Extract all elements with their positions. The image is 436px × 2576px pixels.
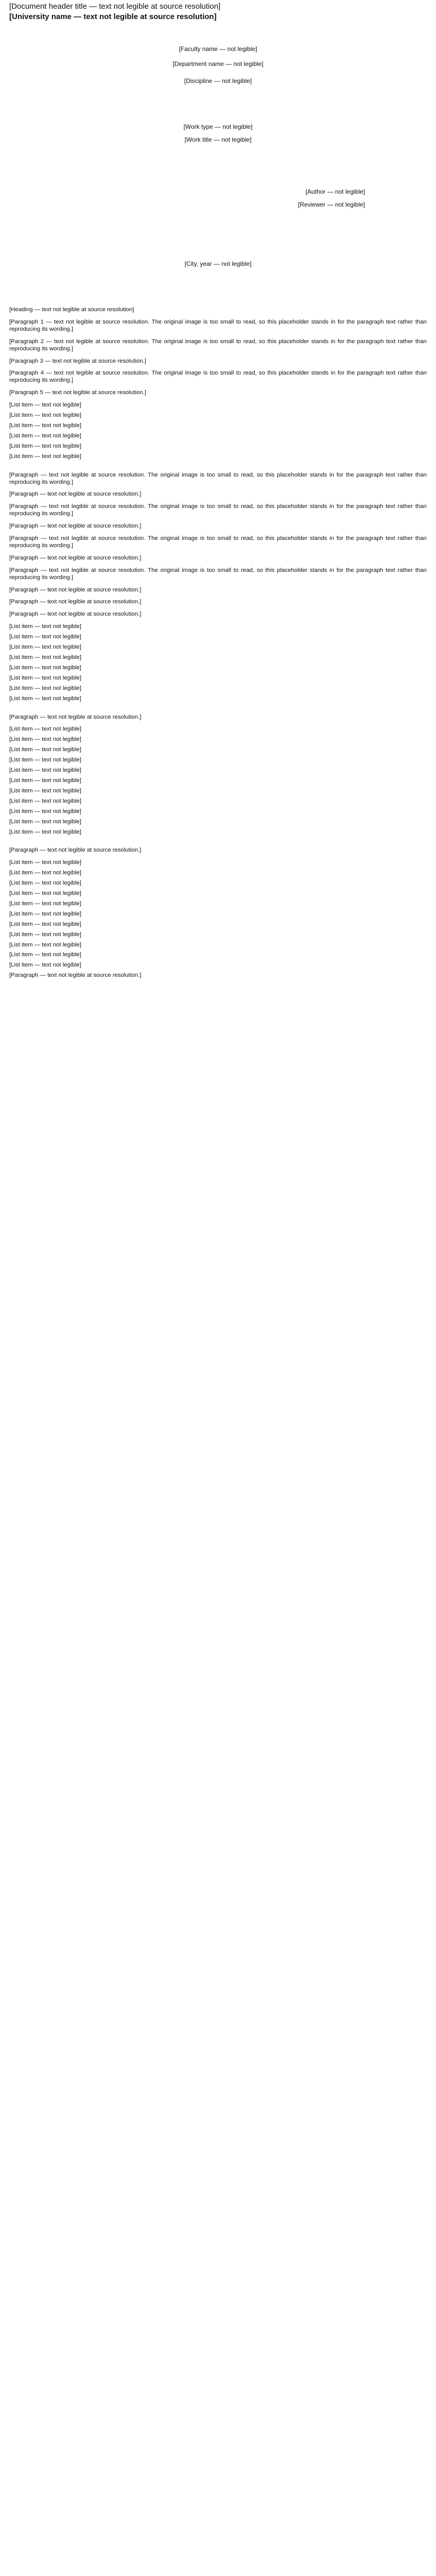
- body-paragraph: [Paragraph — text not legible at source resolution.]: [9, 491, 142, 498]
- document-body: [9, 307, 427, 979]
- body-paragraph: [Paragraph 5 — text not legible at source resolution.]: [9, 389, 146, 396]
- body-paragraph: [List item — text not legible]: [9, 757, 81, 764]
- body-paragraph: [List item — text not legible]: [9, 962, 81, 969]
- body-paragraph: [List item — text not legible]: [9, 422, 81, 429]
- body-paragraph: [List item — text not legible]: [9, 736, 81, 743]
- body-paragraph: [List item — text not legible]: [9, 818, 81, 825]
- body-paragraph: [List item — text not legible]: [9, 941, 81, 948]
- body-paragraph: [List item — text not legible]: [9, 623, 81, 630]
- body-paragraph: [List item — text not legible]: [9, 432, 81, 439]
- body-paragraph: [List item — text not legible]: [9, 767, 81, 774]
- body-paragraph: [List item — text not legible]: [9, 644, 81, 651]
- body-paragraph: [Paragraph — text not legible at source resolution.]: [9, 586, 142, 593]
- body-paragraph: [List item — text not legible]: [9, 787, 81, 794]
- body-paragraph: [Paragraph — text not legible at source resolution.]: [9, 714, 142, 720]
- body-paragraph: [List item — text not legible]: [9, 859, 81, 866]
- body-paragraph: [Paragraph — text not legible at source resolution.]: [9, 972, 142, 979]
- work-type: [Work type — not legible]: [183, 123, 253, 130]
- body-paragraph: [List item — text not legible]: [9, 890, 81, 897]
- body-paragraph: [List item — text not legible]: [9, 808, 81, 815]
- document-header-title: [Document header title — text not legible at source resolution]: [9, 2, 221, 11]
- body-paragraph: [Paragraph — text not legible at source resolution. The original image is too small to read, so this placeholder stands in for the paragraph text rather than reproducing its wording.]: [9, 503, 427, 517]
- body-paragraph: [List item — text not legible]: [9, 828, 81, 835]
- body-paragraph: [Paragraph — text not legible at source resolution.]: [9, 554, 142, 561]
- body-paragraph: [List item — text not legible]: [9, 674, 81, 681]
- body-paragraph: [List item — text not legible]: [9, 747, 81, 753]
- body-paragraph: [List item — text not legible]: [9, 634, 81, 640]
- body-paragraph: [List item — text not legible]: [9, 402, 81, 409]
- work-title: [Work title — not legible]: [184, 136, 252, 143]
- body-paragraph: [Paragraph — text not legible at source resolution.]: [9, 599, 142, 605]
- body-paragraph: [List item — text not legible]: [9, 952, 81, 958]
- body-paragraph: [List item — text not legible]: [9, 726, 81, 733]
- body-paragraph: [List item — text not legible]: [9, 654, 81, 660]
- body-paragraph: [List item — text not legible]: [9, 870, 81, 876]
- body-paragraph: [Paragraph — text not legible at source resolution. The original image is too small to read, so this placeholder stands in for the paragraph text rather than reproducing its wording.]: [9, 535, 427, 549]
- faculty-label: [Faculty name — not legible]: [179, 45, 257, 53]
- university-name: [University name — text not legible at source resolution]: [9, 12, 217, 21]
- body-paragraph: [List item — text not legible]: [9, 777, 81, 784]
- body-paragraph: [List item — text not legible]: [9, 798, 81, 804]
- body-paragraph: [List item — text not legible]: [9, 695, 81, 702]
- author-line: [Author — not legible]: [305, 188, 365, 195]
- body-paragraph: [Paragraph — text not legible at source resolution.]: [9, 611, 142, 618]
- body-paragraph: [Heading — text not legible at source resolution]: [9, 307, 134, 313]
- body-paragraph: [List item — text not legible]: [9, 880, 81, 887]
- body-paragraph: [Paragraph — text not legible at source resolution. The original image is too small to read, so this placeholder stands in for the paragraph text rather than reproducing its wording.]: [9, 567, 427, 581]
- body-paragraph: [List item — text not legible]: [9, 910, 81, 917]
- body-paragraph: [List item — text not legible]: [9, 900, 81, 907]
- body-paragraph: [List item — text not legible]: [9, 443, 81, 449]
- body-paragraph: [List item — text not legible]: [9, 664, 81, 671]
- department-label: [Department name — not legible]: [172, 60, 264, 67]
- body-paragraph: [List item — text not legible]: [9, 931, 81, 938]
- body-paragraph: [Paragraph 3 — text not legible at source resolution.]: [9, 358, 146, 364]
- reviewer-line: [Reviewer — not legible]: [298, 201, 365, 208]
- body-paragraph: [List item — text not legible]: [9, 453, 81, 460]
- body-paragraph: [Paragraph — text not legible at source resolution. The original image is too small to read, so this placeholder stands in for the paragraph text rather than reproducing its wording.]: [9, 471, 427, 485]
- body-paragraph: [Paragraph 4 — text not legible at source resolution. The original image is too small to read, so this placeholder stands in for the paragraph text rather than reproducing its wording.]: [9, 370, 427, 384]
- signature-block: [9, 188, 427, 209]
- body-paragraph: [Paragraph 2 — text not legible at source resolution. The original image is too small to read, so this placeholder stands in for the paragraph text rather than reproducing its wording.]: [9, 338, 427, 352]
- body-paragraph: [List item — text not legible]: [9, 412, 81, 419]
- body-paragraph: [Paragraph — text not legible at source resolution.]: [9, 847, 142, 854]
- body-paragraph: [Paragraph — text not legible at source resolution.]: [9, 523, 142, 530]
- body-paragraph: [Paragraph 1 — text not legible at source resolution. The original image is too small to read, so this placeholder stands in for the paragraph text rather than reproducing its wording.]: [9, 318, 427, 332]
- discipline-label: [Discipline — not legible]: [184, 77, 252, 84]
- city-year: [City, year — not legible]: [184, 260, 252, 267]
- body-paragraph: [List item — text not legible]: [9, 685, 81, 691]
- body-paragraph: [List item — text not legible]: [9, 921, 81, 927]
